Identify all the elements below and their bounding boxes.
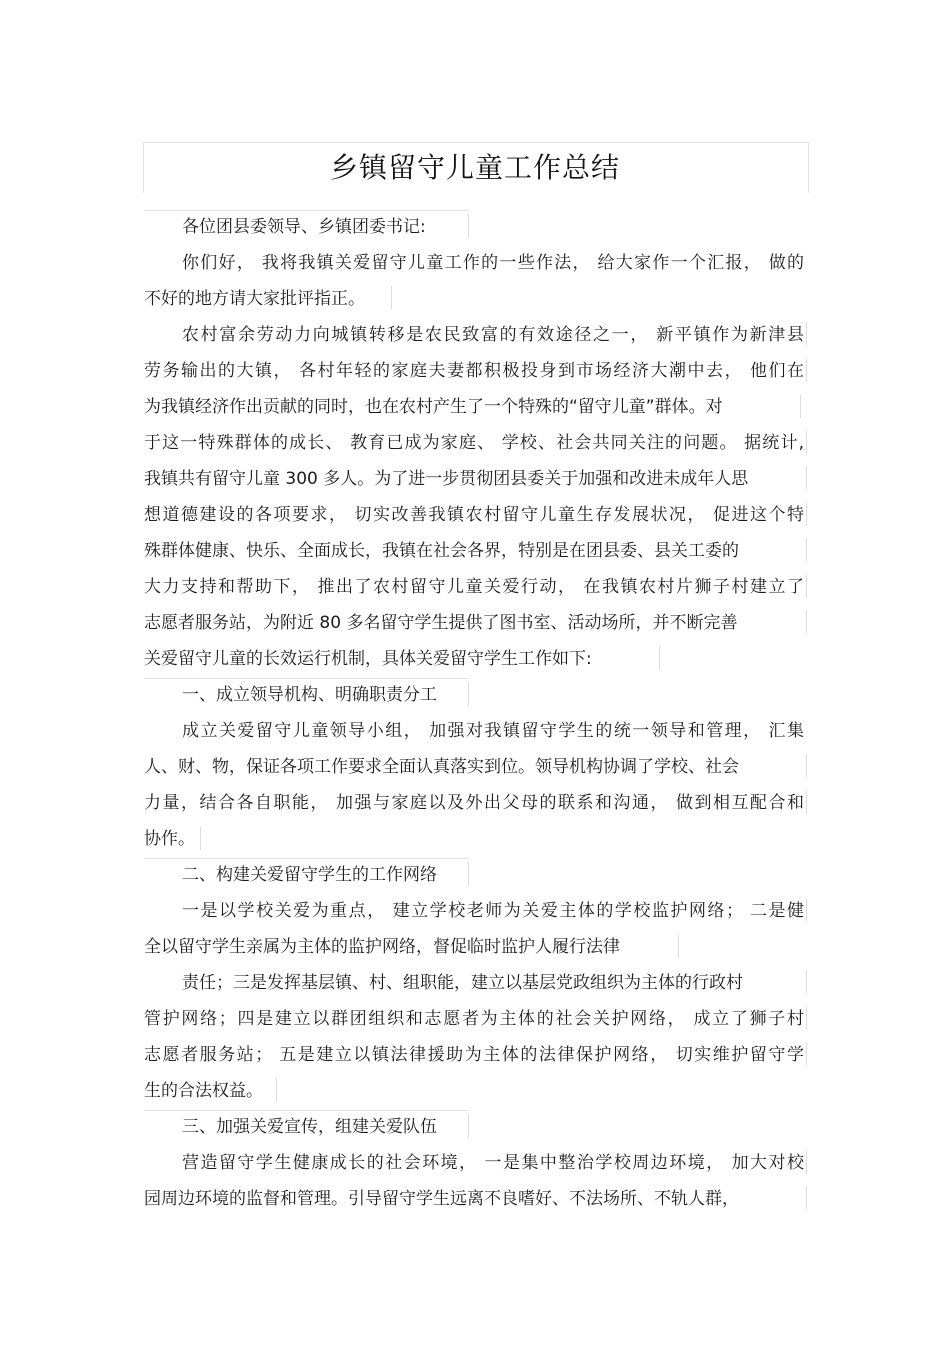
line-marker bbox=[276, 1078, 277, 1102]
line-marker bbox=[806, 1186, 807, 1210]
body-text-line: 园周边环境的监督和管理。引导留守学生远离不良嗜好、不法场所、不轨人群， bbox=[144, 1189, 739, 1209]
line-marker bbox=[806, 1042, 807, 1066]
body-text-line: 我镇共有留守儿童 300 多人。为了进一步贯彻团县委关于加强和改进未成年人思 bbox=[144, 469, 749, 489]
body-text-line: 不好的地方请大家批评指正。 bbox=[144, 289, 365, 309]
body-text-line: 大力支持和帮助下， 推出了农村留守儿童关爱行动， 在我镇农村片狮子村建立了 bbox=[144, 577, 804, 597]
body-text-line: 营造留守学生健康成长的社会环境， 一是集中整治学校周边环境， 加大对校 bbox=[182, 1153, 804, 1173]
line-marker bbox=[806, 790, 807, 814]
line-marker bbox=[806, 574, 807, 598]
line-marker bbox=[806, 430, 807, 454]
line-rule bbox=[144, 858, 469, 859]
body-text-line: 为我镇经济作出贡献的同时，也在农村产生了一个特殊的“留守儿童”群体。对 bbox=[144, 397, 723, 417]
body-text-line: 生的合法权益。 bbox=[144, 1081, 263, 1101]
line-marker bbox=[391, 286, 392, 310]
body-text-line: 一是以学校关爱为重点， 建立学校老师为关爱主体的学校监护网络； 二是健 bbox=[182, 901, 804, 921]
line-marker bbox=[659, 646, 660, 670]
body-text-line: 志愿者服务站，为附近 80 多名留守学生提供了图书室、活动场所，并不断完善 bbox=[144, 613, 738, 633]
body-text-line: 一、成立领导机构、明确职责分工 bbox=[182, 685, 437, 705]
line-marker bbox=[468, 1114, 469, 1138]
line-marker bbox=[468, 214, 469, 238]
line-marker bbox=[806, 970, 807, 994]
body-text-line: 责任；三是发挥基层镇、村、组职能，建立以基层党政组织为主体的行政村 bbox=[182, 973, 743, 993]
body-text-line: 你们好， 我将我镇关爱留守儿童工作的一些作法， 给大家作一个汇报， 做的 bbox=[182, 253, 804, 273]
line-marker bbox=[806, 502, 807, 526]
line-marker bbox=[806, 322, 807, 346]
line-marker bbox=[806, 1006, 807, 1030]
body-text-line: 志愿者服务站； 五是建立以镇法律援助为主体的法律保护网络， 切实维护留守学 bbox=[144, 1045, 804, 1065]
body-text-line: 二、构建关爱留守学生的工作网络 bbox=[182, 865, 437, 885]
body-text-line: 殊群体健康、快乐、全面成长，我镇在社会各界，特别是在团县委、县关工委的 bbox=[144, 541, 739, 561]
line-marker bbox=[806, 358, 807, 382]
body-text-line: 关爱留守儿童的长效运行机制，具体关爱留守学生工作如下: bbox=[144, 649, 592, 669]
body-text-line: 三、加强关爱宣传，组建关爱队伍 bbox=[182, 1117, 437, 1137]
body-text-line: 全以留守学生亲属为主体的监护网络，督促临时监护人履行法律 bbox=[144, 937, 620, 957]
line-marker bbox=[806, 898, 807, 922]
body-text-line: 管护网络；四是建立以群团组织和志愿者为主体的社会关护网络， 成立了狮子村 bbox=[144, 1009, 804, 1029]
line-marker bbox=[800, 394, 801, 418]
line-marker bbox=[468, 862, 469, 886]
body-text-line: 想道德建设的各项要求， 切实改善我镇农村留守儿童生存发展状况， 促进这个特 bbox=[144, 505, 804, 525]
body-text-line: 力量，结合各自职能， 加强与家庭以及外出父母的联系和沟通， 做到相互配合和 bbox=[144, 793, 804, 813]
body-text-line: 各位团县委领导、乡镇团委书记: bbox=[182, 217, 426, 237]
body-text-line: 人、财、物，保证各项工作要求全面认真落实到位。领导机构协调了学校、社会 bbox=[144, 757, 739, 777]
line-rule bbox=[144, 1110, 469, 1111]
body-text-line: 农村富余劳动力向城镇转移是农民致富的有效途径之一， 新平镇作为新津县 bbox=[182, 325, 804, 345]
line-marker bbox=[678, 934, 679, 958]
line-marker bbox=[806, 610, 807, 634]
document-title: 乡镇留守儿童工作总结 bbox=[329, 151, 620, 184]
line-rule bbox=[144, 210, 469, 211]
line-marker bbox=[806, 538, 807, 562]
body-text-line: 协作。 bbox=[144, 829, 195, 849]
body-text-line: 劳务输出的大镇， 各村年轻的家庭夫妻都积极投身到市场经济大潮中去， 他们在 bbox=[144, 361, 804, 381]
line-marker bbox=[468, 682, 469, 706]
line-marker bbox=[806, 1150, 807, 1174]
line-marker bbox=[200, 826, 201, 850]
line-marker bbox=[806, 754, 807, 778]
body-text-line: 成立关爱留守儿童领导小组， 加强对我镇留守学生的统一领导和管理， 汇集 bbox=[182, 721, 804, 741]
line-rule bbox=[144, 678, 469, 679]
line-marker bbox=[806, 466, 807, 490]
body-text-line: 于这一特殊群体的成长、 教育已成为家庭、 学校、社会共同关注的问题。 据统计, bbox=[144, 433, 804, 453]
